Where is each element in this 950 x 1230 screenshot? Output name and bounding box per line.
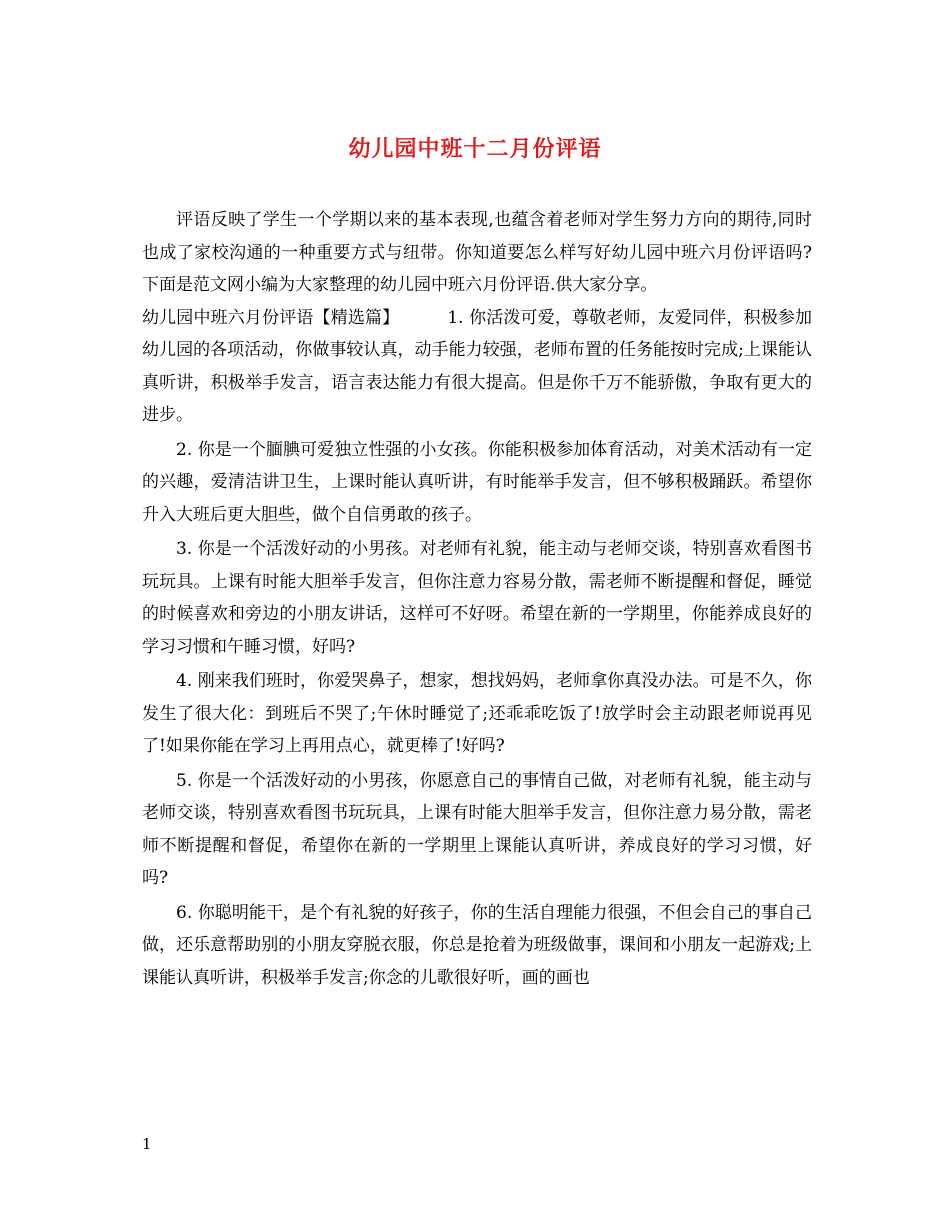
document-body — [142, 204, 812, 994]
comment-item: 1. 你活泼可爱，尊敬老师，友爱同伴，积极参加幼儿园的各项活动，你做事较认真，动手能力较强，老师布置的任务能按时完成;上课能认真听讲，积极举手发言，语言表达能力有很大提高。但是你千万不能骄傲，争取有更大的进步。 — [142, 307, 813, 425]
comment-item: 4. 刚来我们班时，你爱哭鼻子，想家，想找妈妈，老师拿你真没办法。可是不久，你发生了很大化：到班后不哭了;午休时睡觉了;还乖乖吃饭了!放学时会主动跟老师说再见了!如果你能在学习上再用点心，就更棒了!好吗? — [142, 671, 812, 756]
first-item-paragraph — [142, 302, 812, 432]
page-number: 1 — [142, 1135, 152, 1153]
intro-paragraph: 评语反映了学生一个学期以来的基本表现,也蕴含着老师对学生努力方向的期待,同时也成了家校沟通的一种重要方式与纽带。你知道要怎么样写好幼儿园中班六月份评语吗?下面是范文网小编为大家整理的幼儿园中班六月份评语.供大家分享。 — [142, 210, 812, 295]
comment-item: 6. 你聪明能干，是个有礼貌的好孩子，你的生活自理能力很强，不但会自己的事自己做，还乐意帮助别的小朋友穿脱衣服，你总是抢着为班级做事，课间和小朋友一起游戏;上课能认真听讲，积极举手发言;你念的儿歌很好听，画的画也 — [142, 902, 812, 988]
document-title: 幼儿园中班十二月份评语 — [348, 136, 602, 162]
comment-item: 3. 你是一个活泼好动的小男孩。对老师有礼貌，能主动与老师交谈，特别喜欢看图书玩玩具。上课有时能大胆举手发言，但你注意力容易分散，需老师不断提醒和督促，睡觉的时候喜欢和旁边的小朋友讲话，这样可不好呀。希望在新的一学期里，你能养成良好的学习习惯和午睡习惯，好吗? — [142, 539, 812, 657]
section-heading: 幼儿园中班六月份评语【精选篇】 — [142, 307, 400, 328]
comment-item: 2. 你是一个腼腆可爱独立性强的小女孩。你能积极参加体育活动，对美术活动有一定的兴趣，爱清洁讲卫生，上课时能认真听讲，有时能举手发言，但不够积极踊跃。希望你升入大班后更大胆些，做个自信勇敢的孩子。 — [142, 439, 812, 525]
comment-item: 5. 你是一个活泼好动的小男孩，你愿意自己的事情自己做，对老师有礼貌，能主动与老师交谈，特别喜欢看图书玩玩具，上课有时能大胆举手发言，但你注意力易分散，需老师不断提醒和督促，希望你在新的一学期里上课能认真听讲，养成良好的学习习惯，好吗? — [142, 770, 812, 888]
